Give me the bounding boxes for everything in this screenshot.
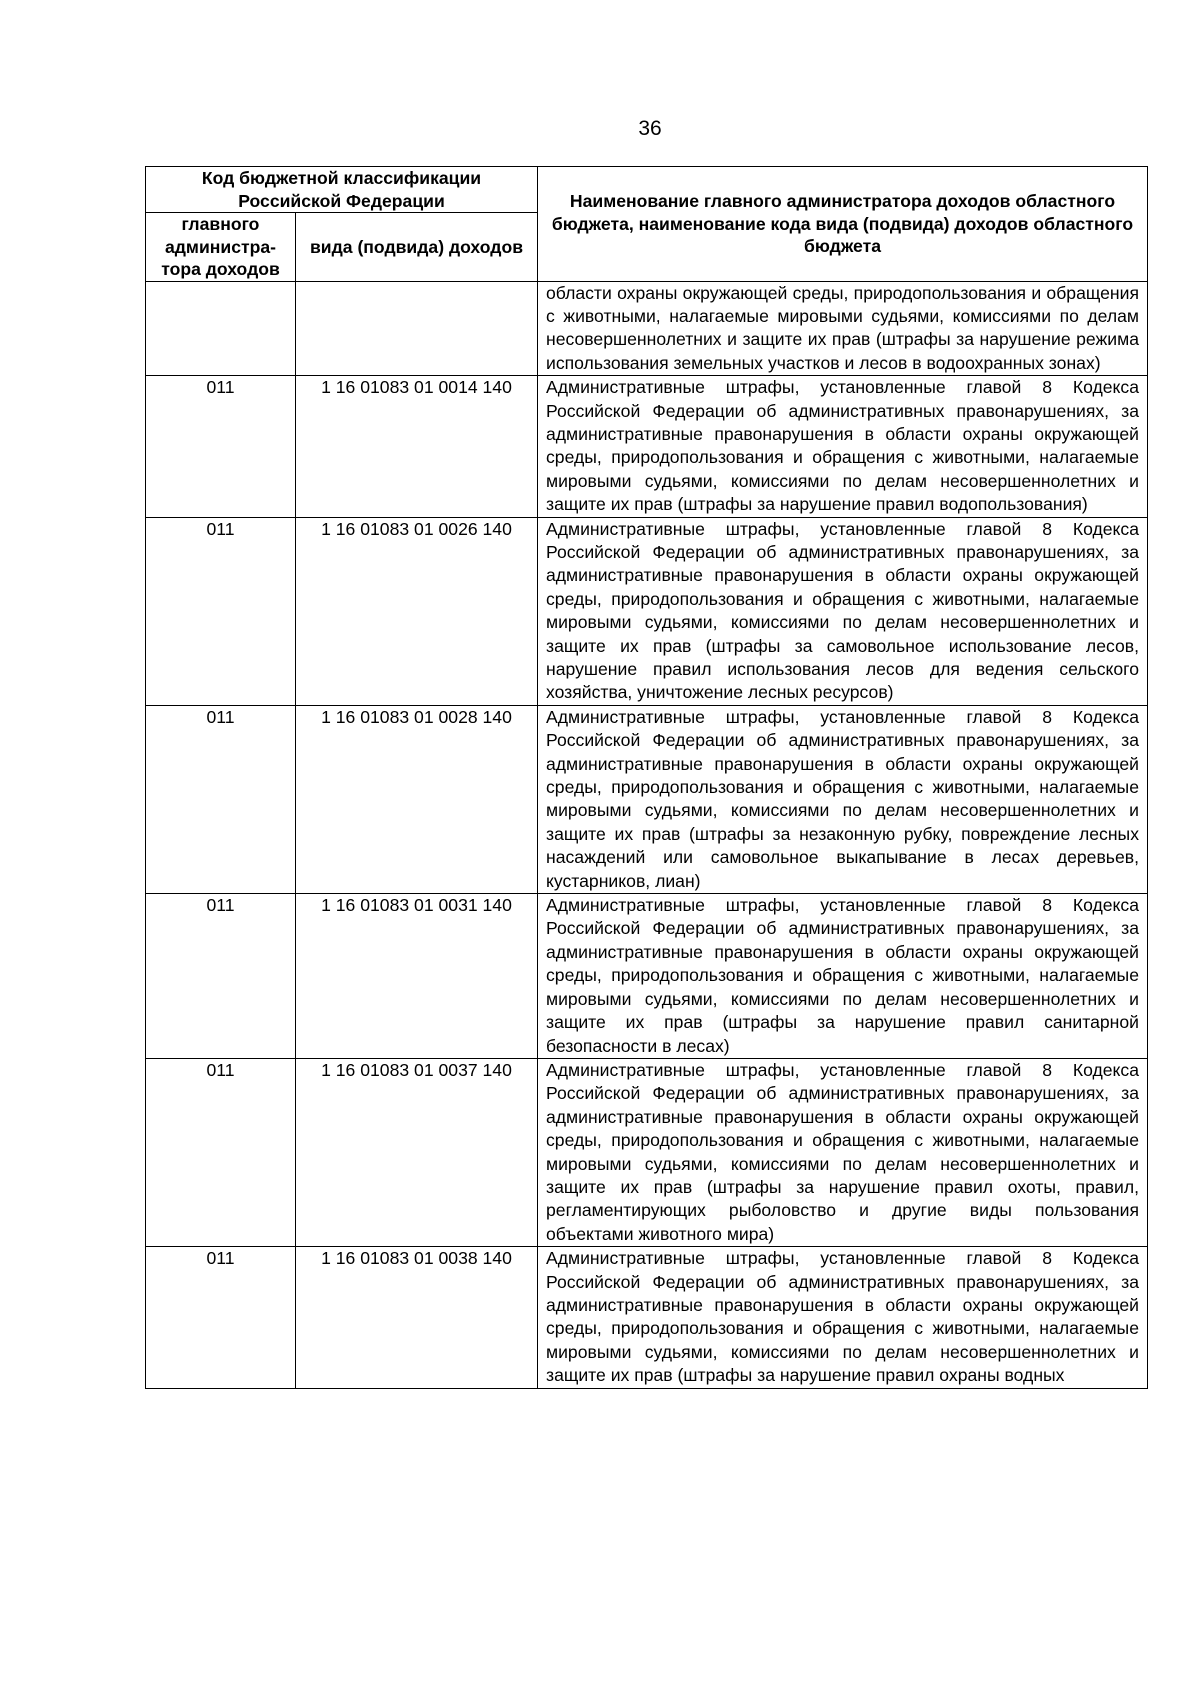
income-name-cell: области охраны окружающей среды, природопользования и обращения с животными, налагаемые мировыми судьями, комиссиями по делам несовершеннолетних и защите их прав (штрафы за нарушение режима использования земельных участков и лесов в водоохранных зонах) bbox=[538, 281, 1148, 376]
income-name-cell: Административные штрафы, установленные главой 8 Кодекса Российской Федерации об административных правонарушениях, за административные правонарушения в области охраны окружающей среды, природопользования и обращения с животными, налагаемые мировыми судьями, комиссиями по делам несовершеннолетних и защите их прав (штрафы за нарушение правил санитарной безопасности в лесах) bbox=[538, 894, 1148, 1059]
income-code-cell: 1 16 01083 01 0037 140 bbox=[296, 1058, 538, 1246]
admin-code-cell: 011 bbox=[146, 1058, 296, 1246]
table-row bbox=[146, 1247, 1148, 1388]
income-name-cell: Административные штрафы, установленные главой 8 Кодекса Российской Федерации об административных правонарушениях, за административные правонарушения в области охраны окружающей среды, природопользования и обращения с животными, налагаемые мировыми судьями, комиссиями по делам несовершеннолетних и защите их прав (штрафы за нарушение правил водопользования) bbox=[538, 376, 1148, 517]
income-name-cell: Административные штрафы, установленные главой 8 Кодекса Российской Федерации об административных правонарушениях, за административные правонарушения в области охраны окружающей среды, природопользования и обращения с животными, налагаемые мировыми судьями, комиссиями по делам несовершеннолетних и защите их прав (штрафы за нарушение правил охоты, правил, регламентирующих рыболовство и другие виды пользования объектами животного мира) bbox=[538, 1058, 1148, 1246]
income-name-cell: Административные штрафы, установленные главой 8 Кодекса Российской Федерации об административных правонарушениях, за административные правонарушения в области охраны окружающей среды, природопользования и обращения с животными, налагаемые мировыми судьями, комиссиями по делам несовершеннолетних и защите их прав (штрафы за самовольное использование лесов, нарушение правил использования лесов для ведения сельского хозяйства, уничтожение лесных ресурсов) bbox=[538, 517, 1148, 705]
admin-code-cell: 011 bbox=[146, 517, 296, 705]
admin-code-cell: 011 bbox=[146, 705, 296, 893]
admin-code-cell: 011 bbox=[146, 894, 296, 1059]
table-row bbox=[146, 281, 1148, 376]
income-code-cell: 1 16 01083 01 0031 140 bbox=[296, 894, 538, 1059]
header-name-column: Наименование главного администратора доходов областного бюджета, наименование кода вида (подвида) доходов областного бюджета bbox=[538, 167, 1148, 282]
income-code-cell: 1 16 01083 01 0038 140 bbox=[296, 1247, 538, 1388]
header-budget-code-group: Код бюджетной классификации Российской Федерации bbox=[146, 167, 538, 213]
header-code-column: вида (подвида) доходов bbox=[296, 213, 538, 282]
income-name-cell: Административные штрафы, установленные главой 8 Кодекса Российской Федерации об административных правонарушениях, за административные правонарушения в области охраны окружающей среды, природопользования и обращения с животными, налагаемые мировыми судьями, комиссиями по делам несовершеннолетних и защите их прав (штрафы за нарушение правил охраны водных bbox=[538, 1247, 1148, 1388]
page-number: 36 bbox=[638, 117, 662, 140]
table-row bbox=[146, 894, 1148, 1059]
income-code-cell: 1 16 01083 01 0028 140 bbox=[296, 705, 538, 893]
income-code-cell: 1 16 01083 01 0026 140 bbox=[296, 517, 538, 705]
table-row bbox=[146, 376, 1148, 517]
income-name-cell: Административные штрафы, установленные главой 8 Кодекса Российской Федерации об административных правонарушениях, за административные правонарушения в области охраны окружающей среды, природопользования и обращения с животными, налагаемые мировыми судьями, комиссиями по делам несовершеннолетних и защите их прав (штрафы за незаконную рубку, повреждение лесных насаждений или самовольное выкапывание в лесах деревьев, кустарников, лиан) bbox=[538, 705, 1148, 893]
income-code-cell: 1 16 01083 01 0014 140 bbox=[296, 376, 538, 517]
admin-code-cell: 011 bbox=[146, 376, 296, 517]
admin-code-cell: 011 bbox=[146, 1247, 296, 1388]
header-admin-column: главного администра-тора доходов bbox=[146, 213, 296, 282]
admin-code-cell bbox=[146, 281, 296, 376]
budget-classification-table bbox=[145, 166, 1148, 1389]
income-code-cell bbox=[296, 281, 538, 376]
table-row bbox=[146, 1058, 1148, 1246]
table-row bbox=[146, 517, 1148, 705]
table-row bbox=[146, 705, 1148, 893]
